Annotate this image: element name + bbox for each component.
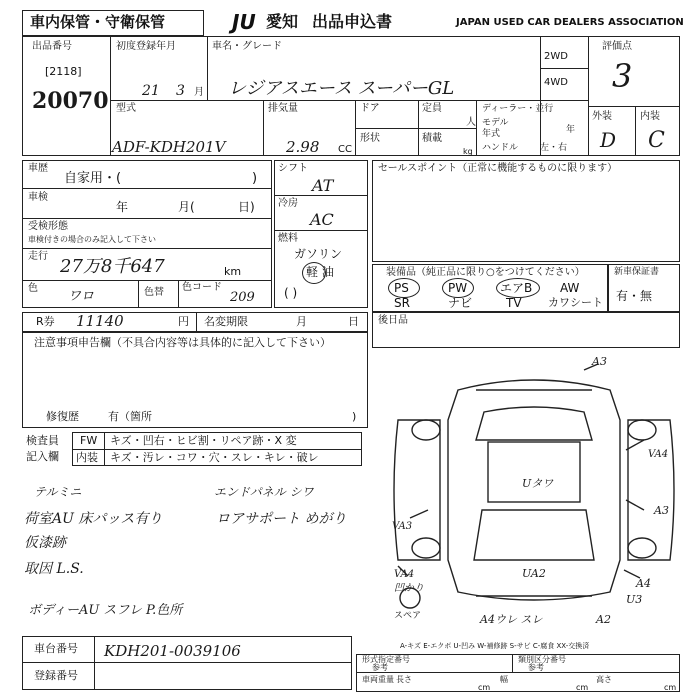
first-reg-year: 21 bbox=[142, 83, 160, 99]
displacement-value: 2.98 bbox=[286, 138, 320, 156]
drive-4wd: 4WD bbox=[544, 77, 568, 88]
color-code: 209 bbox=[230, 290, 255, 305]
model-name-label: 車名・グレード bbox=[212, 41, 282, 52]
form-title: 出品申込書 bbox=[312, 12, 393, 31]
history-label: 車歴 bbox=[28, 163, 48, 174]
color-tone: 色替 bbox=[144, 287, 164, 298]
ac-label: 冷房 bbox=[278, 198, 298, 209]
dealer-line1: ディーラー・並行 bbox=[482, 104, 554, 114]
note-2: エンドパネル シワ bbox=[214, 485, 314, 499]
history-value: 自家用・( bbox=[64, 171, 122, 186]
equip-ps: PS bbox=[394, 281, 409, 295]
load-label: 積載 bbox=[422, 133, 442, 144]
name-change-label: 名変期限 bbox=[204, 315, 248, 328]
airbag-circle bbox=[496, 278, 540, 298]
model-name-value: レジアスエース スーパーGL bbox=[228, 78, 455, 99]
fuel-line2: 軽 油 bbox=[306, 265, 334, 279]
inspector-fw: FW bbox=[80, 434, 98, 447]
history-close: ) bbox=[252, 171, 258, 186]
dealer-line2: モデル bbox=[482, 118, 509, 128]
receipt-label: 受検形態 bbox=[28, 221, 68, 232]
footer-d: 参考 bbox=[528, 663, 544, 672]
reg-no-label: 登録番号 bbox=[34, 669, 78, 682]
score-int-label: 内装 bbox=[640, 111, 660, 122]
color-label: 色 bbox=[28, 283, 38, 294]
recycle-value: 11140 bbox=[76, 312, 124, 330]
repair-close: ) bbox=[352, 410, 357, 423]
mileage-unit: km bbox=[224, 265, 242, 278]
pw-circle bbox=[442, 278, 474, 298]
door-label: ドア bbox=[360, 103, 380, 114]
first-reg-month-unit: 月 bbox=[194, 87, 204, 98]
rear-box bbox=[372, 312, 680, 348]
displacement-label: 排気量 bbox=[268, 103, 298, 114]
chassis-label: 車台番号 bbox=[34, 642, 78, 655]
mileage-value: 27万8千647 bbox=[60, 256, 165, 277]
rear-label: 後日品 bbox=[378, 315, 408, 326]
damage-legend: A-キズ E-エクボ U-凹み W-補修跡 S-サビ C-腐食 XX-交換済 bbox=[400, 642, 590, 650]
dealer-handle-opts: 左・右 bbox=[540, 143, 568, 153]
storage-label: 車内保管・守衛保管 bbox=[30, 13, 166, 31]
receipt-note: 車検付きの場合のみ記入して下さい bbox=[28, 235, 156, 244]
dealer-year-unit: 年 bbox=[566, 125, 576, 135]
fuel-label: 燃料 bbox=[278, 233, 298, 244]
dealer-handle: ハンドル bbox=[482, 143, 519, 153]
note-1: テルミニ bbox=[34, 485, 82, 499]
diag-a4-bottom: A4ウレ スレ bbox=[480, 613, 543, 626]
score-ext-label: 外装 bbox=[592, 111, 612, 122]
equip-navi: ナビ bbox=[448, 296, 473, 310]
diag-a2: A2 bbox=[596, 613, 611, 626]
inspection-day: 日) bbox=[238, 200, 255, 214]
inspection-label: 車検 bbox=[28, 192, 48, 203]
chassis-value: KDH201-0039106 bbox=[104, 642, 241, 660]
score-int: C bbox=[648, 128, 665, 153]
diag-va4-left-note: 凹かり bbox=[394, 583, 424, 594]
equip-airbag: エアB bbox=[500, 281, 533, 295]
diag-u3: U3 bbox=[626, 593, 643, 606]
equip-tv: TV bbox=[506, 296, 522, 310]
diag-u-center: Uタワ bbox=[522, 477, 554, 490]
note-3: 荷室AU 床パッス有り bbox=[24, 511, 163, 527]
repair-value: 有（箇所 bbox=[108, 410, 152, 423]
note-7: ボディーAU スフレ P.色所 bbox=[28, 603, 183, 618]
equip-aw: AW bbox=[560, 281, 580, 295]
score-ext: D bbox=[600, 128, 617, 152]
shift-label: シフト bbox=[278, 163, 308, 174]
note-5: 仮漆跡 bbox=[24, 535, 66, 551]
inspection-month: 月( bbox=[178, 200, 195, 214]
inspector-row2: キズ・汚レ・コワ・穴・スレ・キレ・破レ bbox=[110, 451, 319, 464]
lot-sub: [2118] bbox=[45, 65, 82, 78]
footer-k: cm bbox=[664, 683, 677, 692]
inspector-row1: キズ・凹右・ヒビ割・リペア跡・X 変 bbox=[110, 434, 297, 447]
diag-va3: VA3 bbox=[392, 521, 413, 532]
equip-seat: カワシート bbox=[548, 296, 603, 309]
new-warranty-value: 有・無 bbox=[616, 289, 653, 303]
sales-point-box bbox=[372, 160, 680, 262]
score-label: 評価点 bbox=[602, 41, 632, 52]
footer-i: cm bbox=[576, 683, 589, 692]
type-value: ADF-KDH201V bbox=[112, 138, 226, 156]
diag-va4-left: VA4 bbox=[394, 569, 415, 580]
recycle-box bbox=[22, 312, 368, 332]
mileage-label: 走行 bbox=[28, 251, 48, 262]
equip-sr: SR bbox=[394, 296, 410, 310]
load-unit: kg bbox=[463, 147, 473, 156]
assoc-english: JAPAN USED CAR DEALERS ASSOCIATION bbox=[456, 17, 684, 28]
footer-f: 長さ bbox=[396, 675, 412, 684]
footer-e: 車両重量 bbox=[362, 675, 394, 684]
diag-a4: A4 bbox=[636, 577, 651, 590]
capacity-label: 定員 bbox=[422, 103, 442, 114]
inspector-label2: 記入欄 bbox=[26, 450, 59, 463]
dealer-line3: 年式 bbox=[482, 129, 501, 139]
diag-a3-right: A3 bbox=[654, 504, 669, 517]
name-change-month: 月 bbox=[296, 315, 307, 328]
equip-pw: PW bbox=[448, 281, 468, 295]
sales-point-label: セールスポイント（正常に機能するものに限ります） bbox=[378, 163, 618, 174]
new-warranty-label: 新車保証書 bbox=[614, 267, 660, 277]
ju-logo: JU bbox=[232, 10, 256, 34]
type-label: 型式 bbox=[116, 103, 136, 114]
diag-a3-top: A3 bbox=[592, 355, 607, 368]
diag-spare: スペア bbox=[394, 611, 422, 621]
footer-c: 類別区分番号 bbox=[518, 655, 566, 664]
shift-value: AT bbox=[312, 176, 334, 195]
note-6: 取因 L.S. bbox=[24, 561, 84, 577]
footer-g: cm bbox=[478, 683, 491, 692]
vehicle-info-box bbox=[22, 160, 272, 308]
repair-label: 修復歴 bbox=[46, 410, 79, 423]
first-reg-label: 初度登録年月 bbox=[116, 41, 176, 52]
name-change-day: 日 bbox=[348, 315, 359, 328]
recycle-unit: 円 bbox=[178, 315, 189, 328]
org-name: 愛知 bbox=[266, 12, 299, 31]
displacement-unit: CC bbox=[338, 144, 352, 155]
diag-va4-right: VA4 bbox=[648, 449, 669, 460]
ac-value: AC bbox=[310, 210, 334, 229]
lot-number: 20070 bbox=[32, 88, 109, 114]
first-reg-month: 3 bbox=[176, 83, 185, 99]
equipment-label: 装備品（純正品に限り○をつけてください） bbox=[386, 267, 585, 278]
footer-h: 幅 bbox=[500, 675, 508, 684]
fuel-circle bbox=[302, 262, 326, 284]
fuel-paren: ( ) bbox=[284, 286, 298, 300]
footer-a: 形式指定番号 bbox=[362, 655, 410, 664]
diag-ua2: UA2 bbox=[522, 567, 546, 580]
capacity-unit: 人 bbox=[466, 117, 476, 128]
shape-label: 形状 bbox=[360, 133, 380, 144]
color-code-label: 色コード bbox=[182, 282, 222, 293]
notes-label: 注意事項申告欄（不具合内容等は具体的に記入して下さい） bbox=[34, 336, 331, 349]
ps-circle bbox=[388, 278, 420, 298]
footer-j: 高さ bbox=[596, 675, 612, 684]
footer-b: 参考 bbox=[372, 663, 388, 672]
inspector-label1: 検査員 bbox=[26, 434, 59, 447]
lot-label: 出品番号 bbox=[32, 41, 72, 52]
inspector-int-label: 内装 bbox=[76, 451, 98, 464]
color-value: ワロ bbox=[68, 289, 95, 304]
inspection-year: 年 bbox=[116, 200, 129, 214]
drive-2wd: 2WD bbox=[544, 51, 568, 62]
recycle-label: R券 bbox=[36, 315, 55, 328]
note-4: ロアサポート めがり bbox=[216, 511, 347, 527]
score-value: 3 bbox=[612, 57, 633, 95]
fuel-value: ガソリン bbox=[294, 247, 343, 261]
